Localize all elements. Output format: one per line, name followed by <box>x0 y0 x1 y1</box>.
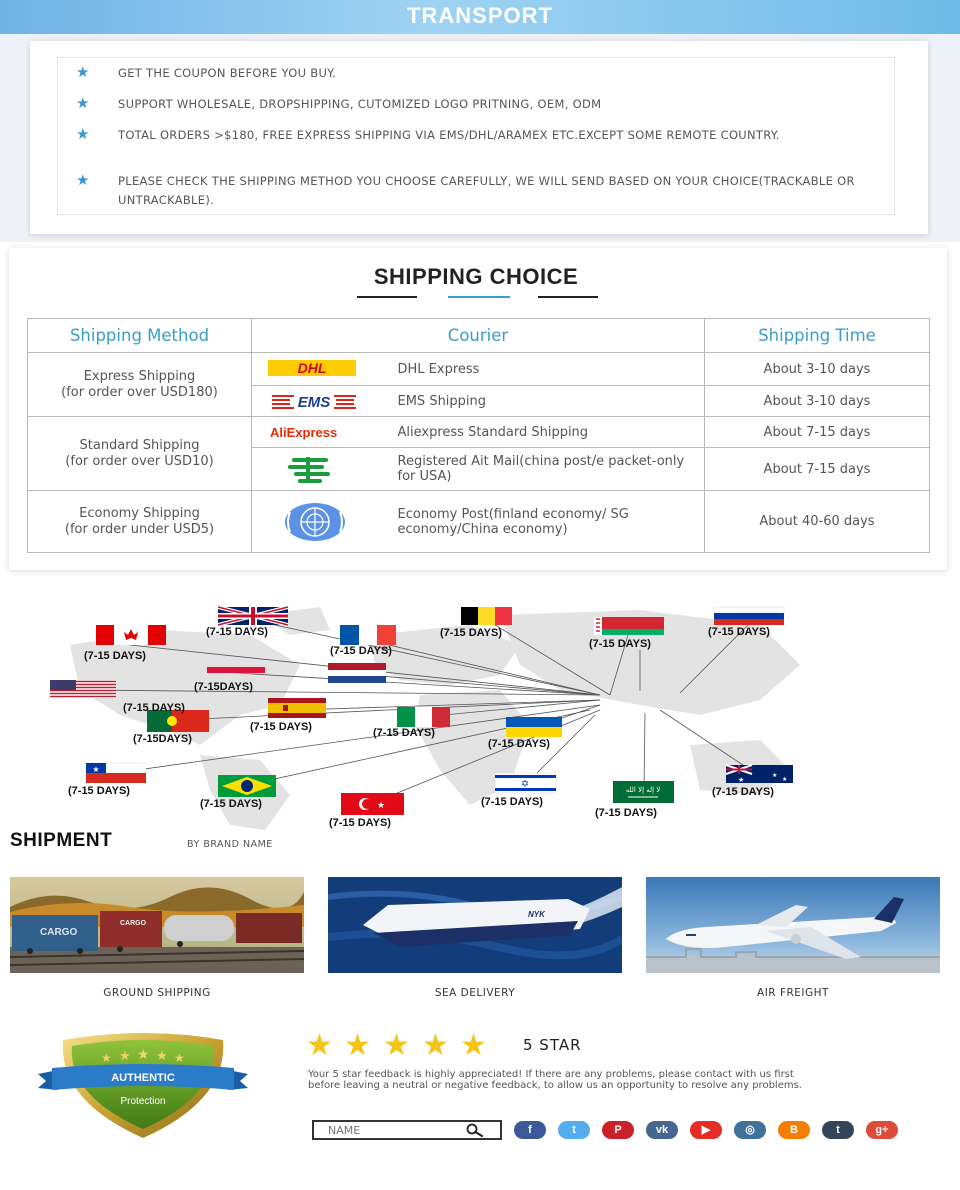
google-plus-icon[interactable]: g+ <box>866 1121 898 1139</box>
svg-text:EMS: EMS <box>297 394 331 411</box>
shipping-time: About 3-10 days <box>705 386 930 417</box>
shipment-title: SHIPMENT <box>10 830 113 851</box>
feedback-text: Your 5 star feedback is highly appreciated! If there are any problems, please contact with us first before leaving a neutral or negative feedback, to allow us an opportunity to resolve any problems. <box>308 1069 802 1091</box>
poland-flag <box>207 667 265 673</box>
svg-text:★: ★ <box>137 1047 150 1063</box>
note-item <box>78 95 868 114</box>
method-condition: (for order over USD10) <box>65 453 214 469</box>
authentic-badge <box>38 1030 248 1140</box>
star-icon: ★ <box>76 171 90 189</box>
notes-card <box>30 41 928 234</box>
courier-name: Economy Post(finland economy/ SG economy/China economy) <box>382 491 705 553</box>
france-flag <box>340 625 396 645</box>
australia-flag <box>726 765 793 784</box>
spain-flag <box>268 698 326 718</box>
italy-flag <box>397 707 450 727</box>
shipment-subtitle: BY BRAND NAME <box>187 839 273 850</box>
ground-shipping-image <box>10 877 304 973</box>
label-italy: (7-15 DAYS) <box>373 727 435 739</box>
note-text: SUPPORT WHOLESALE, DROPSHIPPING, CUTOMIZED LOGO PRITNING, OEM, ODM <box>118 97 602 111</box>
shipping-choice-title: SHIPPING CHOICE <box>373 264 579 289</box>
svg-text:AliExpress: AliExpress <box>270 425 338 440</box>
sea-delivery-caption: SEA DELIVERY <box>434 987 516 999</box>
label-portugal: (7-15DAYS) <box>133 733 192 745</box>
method-condition: (for order under USD5) <box>64 521 215 537</box>
method-economy <box>28 491 252 553</box>
notes-list <box>57 57 895 215</box>
star-icon: ★ <box>306 1028 333 1063</box>
air-freight-image <box>646 877 940 973</box>
chile-flag <box>86 763 146 783</box>
badge-title: AUTHENTIC <box>111 1072 175 1084</box>
star-icon: ★ <box>383 1028 410 1063</box>
table-row <box>28 353 930 386</box>
label-spain: (7-15 DAYS) <box>250 721 312 733</box>
saudi-flag <box>613 781 674 803</box>
method-name: Express Shipping <box>83 368 196 384</box>
method-name: Economy Shipping <box>79 505 200 521</box>
label-belgium: (7-15 DAYS) <box>440 627 502 639</box>
svg-text:★: ★ <box>92 765 100 774</box>
courier-logo-cell <box>252 353 382 386</box>
star-icon: ★ <box>76 125 90 143</box>
vk-icon[interactable]: vk <box>646 1121 678 1139</box>
method-condition: (for order over USD180) <box>61 384 218 400</box>
shipping-time: About 7-15 days <box>705 417 930 448</box>
pinterest-icon[interactable]: P <box>602 1121 634 1139</box>
search-icon[interactable] <box>464 1122 484 1138</box>
label-turkey: (7-15 DAYS) <box>329 817 391 829</box>
courier-logo-cell <box>252 491 382 553</box>
svg-text:CARGO: CARGO <box>40 927 78 938</box>
rating-label: 5 STAR <box>523 1036 582 1054</box>
turkey-flag <box>341 793 404 815</box>
belarus-flag <box>594 617 664 635</box>
ship-picture <box>328 877 622 973</box>
star-icon: ★ <box>422 1028 449 1063</box>
search-input[interactable] <box>328 1123 468 1138</box>
note-item <box>78 64 868 83</box>
label-poland: (7-15DAYS) <box>194 681 253 693</box>
label-russia: (7-15 DAYS) <box>708 626 770 638</box>
svg-text:★: ★ <box>174 1051 185 1065</box>
shipping-table <box>27 318 930 553</box>
header-shipping-time: Shipping Time <box>705 319 930 353</box>
un-logo <box>284 502 346 542</box>
train-picture <box>10 877 304 973</box>
svg-text:★: ★ <box>772 772 778 779</box>
courier-logo-cell <box>252 448 382 491</box>
svg-text:✡: ✡ <box>520 779 530 790</box>
star-icon: ★ <box>460 1028 487 1063</box>
plane-picture <box>646 877 940 973</box>
star-icon: ★ <box>76 63 90 81</box>
svg-text:DHL: DHL <box>297 360 327 376</box>
shipping-time: About 7-15 days <box>705 448 930 491</box>
ukraine-flag <box>506 717 562 737</box>
canada-flag <box>96 625 166 645</box>
svg-text:★: ★ <box>101 1051 112 1065</box>
title-divider <box>357 296 417 298</box>
russia-flag <box>714 607 784 625</box>
note-item <box>78 126 868 145</box>
label-canada: (7-15 DAYS) <box>84 650 146 662</box>
note-text: PLEASE CHECK THE SHIPPING METHOD YOU CHOOSE CAREFULLY, WE WILL SEND BASED ON YOUR CHOICE(TRACKABLE OR UNTRACKABLE). <box>118 174 855 207</box>
brazil-flag <box>218 775 276 797</box>
svg-text:★: ★ <box>119 1049 131 1064</box>
china-post-logo <box>286 454 332 484</box>
svg-text:★: ★ <box>156 1049 168 1064</box>
ems-logo <box>272 391 362 413</box>
table-header-row <box>28 319 930 353</box>
courier-name: DHL Express <box>382 353 705 386</box>
svg-text:★: ★ <box>377 801 386 811</box>
blogger-icon[interactable]: B <box>778 1121 810 1139</box>
instagram-icon[interactable]: ◎ <box>734 1121 766 1139</box>
courier-name: EMS Shipping <box>382 386 705 417</box>
dhl-logo <box>268 358 358 380</box>
twitter-icon[interactable]: t <box>558 1121 590 1139</box>
label-belarus: (7-15 DAYS) <box>589 638 651 650</box>
label-uk: (7-15 DAYS) <box>206 626 268 638</box>
ground-shipping-caption: GROUND SHIPPING <box>103 987 211 999</box>
air-freight-caption: AIR FREIGHT <box>757 987 829 999</box>
tumblr-icon[interactable]: t <box>822 1121 854 1139</box>
method-standard <box>28 417 252 491</box>
shipping-time: About 40-60 days <box>705 491 930 553</box>
five-star-rating <box>306 1028 506 1063</box>
title-divider <box>448 296 510 298</box>
label-chile: (7-15 DAYS) <box>68 785 130 797</box>
table-row <box>28 417 930 448</box>
badge-subtitle: Protection <box>120 1096 166 1107</box>
aliexpress-logo <box>270 422 366 442</box>
svg-text:لا إله إلا الله: لا إله إلا الله <box>625 786 661 794</box>
method-name: Standard Shipping <box>79 437 200 453</box>
label-usa: (7-15 DAYS) <box>123 702 185 714</box>
header-shipping-method: Shipping Method <box>28 319 252 353</box>
courier-logo-cell <box>252 417 382 448</box>
star-icon: ★ <box>76 94 90 112</box>
svg-text:★: ★ <box>738 776 745 784</box>
search-box <box>312 1120 502 1140</box>
label-saudi: (7-15 DAYS) <box>595 807 657 819</box>
label-australia: (7-15 DAYS) <box>712 786 774 798</box>
label-israel: (7-15 DAYS) <box>481 796 543 808</box>
note-text: TOTAL ORDERS >$180, FREE EXPRESS SHIPPING VIA EMS/DHL/ARAMEX ETC.EXCEPT SOME REMOTE COUNTRY. <box>118 128 780 142</box>
israel-flag <box>495 773 556 793</box>
label-brazil: (7-15 DAYS) <box>200 798 262 810</box>
delivery-map <box>0 595 960 835</box>
title-divider <box>538 296 598 298</box>
svg-text:★: ★ <box>782 776 788 783</box>
shipping-time: About 3-10 days <box>705 353 930 386</box>
uk-flag <box>218 607 288 625</box>
note-item <box>78 172 868 210</box>
youtube-icon[interactable]: ▶ <box>690 1121 722 1139</box>
label-ukraine: (7-15 DAYS) <box>488 738 550 750</box>
label-france: (7-15 DAYS) <box>330 645 392 657</box>
courier-name: Aliexpress Standard Shipping <box>382 417 705 448</box>
note-text: GET THE COUPON BEFORE YOU BUY. <box>118 66 337 80</box>
svg-text:NYK: NYK <box>528 910 545 919</box>
svg-text:CARGO: CARGO <box>120 920 147 927</box>
star-icon: ★ <box>344 1028 371 1063</box>
belgium-flag <box>461 607 512 625</box>
courier-logo-cell <box>252 386 382 417</box>
banner-title: TRANSPORT <box>407 3 553 28</box>
usa-flag <box>50 680 116 698</box>
method-express <box>28 353 252 417</box>
table-row <box>28 491 930 553</box>
courier-name: Registered Ait Mail(china post/e packet-only for USA) <box>382 448 705 491</box>
header-courier: Courier <box>252 319 705 353</box>
sea-delivery-image <box>328 877 622 973</box>
netherlands-flag <box>328 663 386 683</box>
facebook-icon[interactable]: f <box>514 1121 546 1139</box>
